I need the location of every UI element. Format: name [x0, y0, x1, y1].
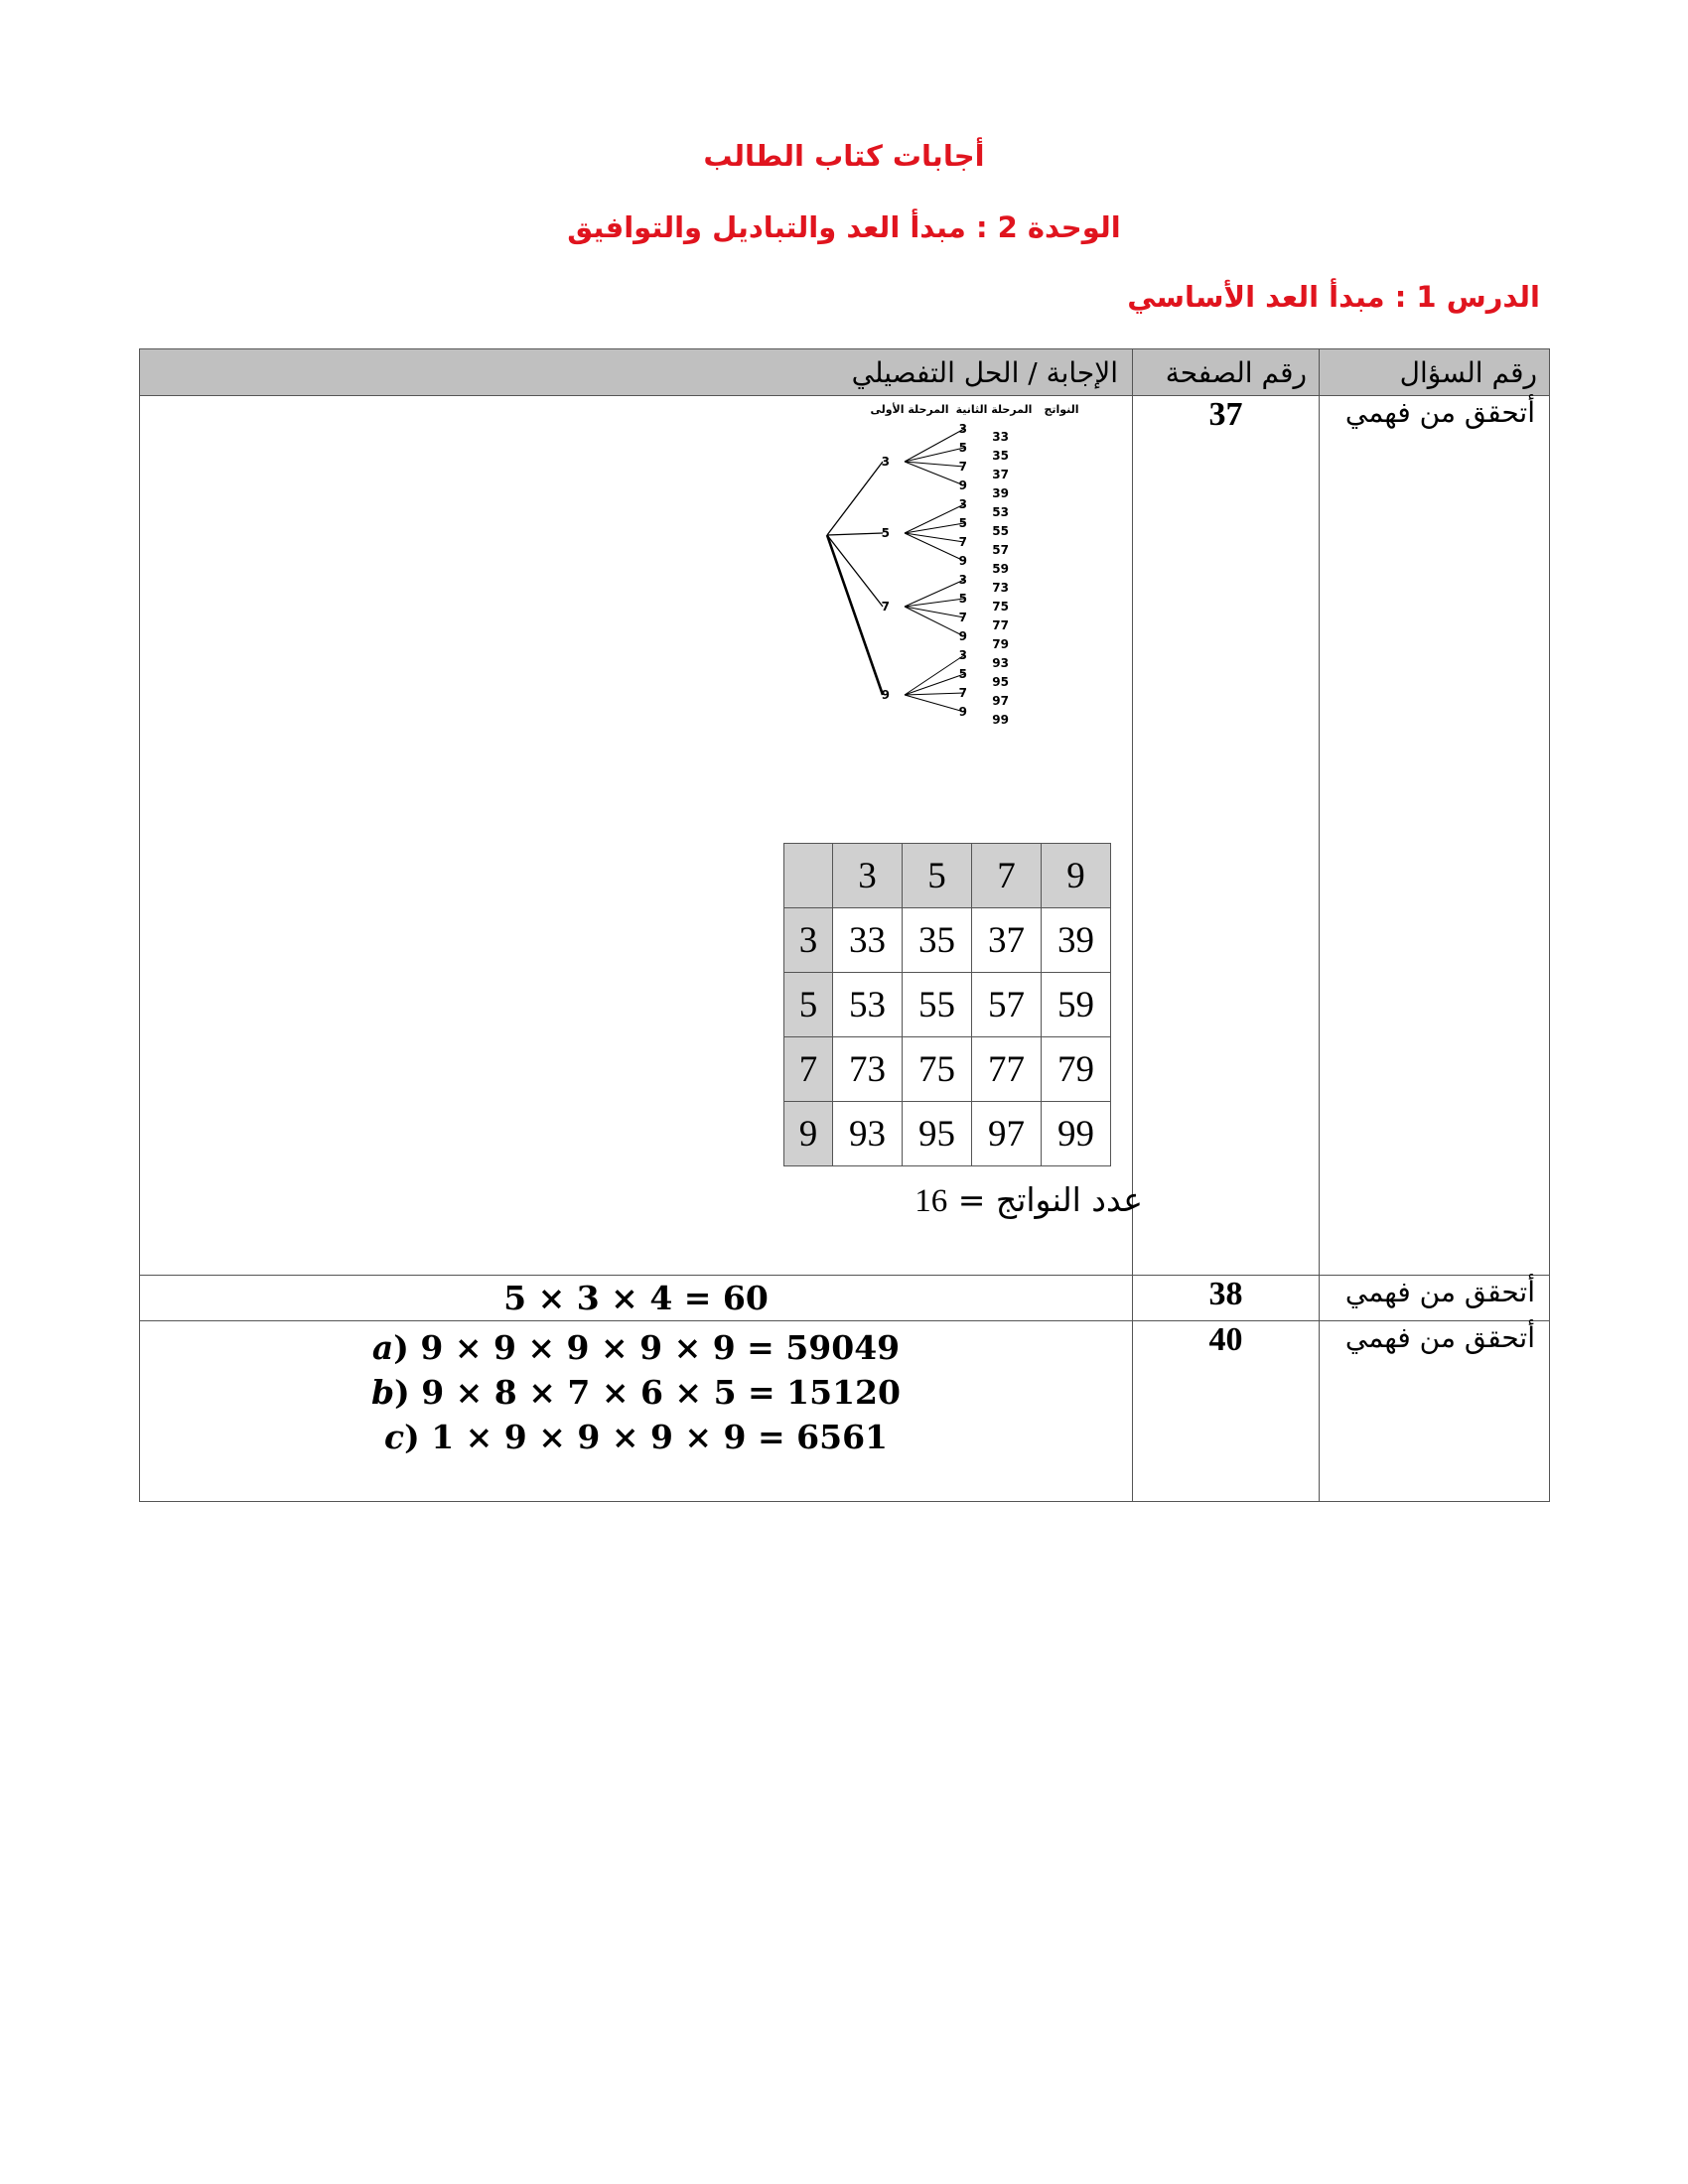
- tree-stage1-label: 9: [881, 688, 890, 702]
- tree-stage2-label: 3: [958, 573, 967, 587]
- tree-outcome-label: 93: [992, 656, 1009, 670]
- grid-header-row: [784, 844, 1111, 908]
- tree-branch: [827, 535, 883, 607]
- tree-branch: [905, 607, 964, 617]
- tree-stage1-label: 3: [881, 455, 890, 469]
- lesson-title: الدرس 1 : مبدأ العد الأساسي: [1127, 280, 1540, 314]
- grid-row: [784, 973, 1111, 1037]
- grid-cell: 99: [1042, 1102, 1111, 1166]
- tree-outcome-label: 95: [992, 675, 1009, 689]
- tree-stage2-label: 5: [958, 592, 967, 606]
- grid-cell: 97: [972, 1102, 1042, 1166]
- question-cell: أتحقق من فهمي: [1320, 396, 1550, 1276]
- tree-stage2-label: 5: [958, 516, 967, 530]
- grid-row: [784, 908, 1111, 973]
- grid-cell: 53: [833, 973, 903, 1037]
- tree-branch: [905, 693, 964, 695]
- tree-branch: [827, 462, 883, 535]
- tree-branch: [905, 429, 964, 462]
- grid-cell: 57: [972, 973, 1042, 1037]
- table-row: [140, 396, 1550, 1276]
- grid-cell: 73: [833, 1037, 903, 1102]
- tree-outcome-label: 73: [992, 581, 1009, 595]
- page-cell: 38: [1133, 1276, 1320, 1321]
- answer-line-a: a) 9 × 9 × 9 × 9 × 9 = 59049: [371, 1328, 901, 1367]
- tree-branch: [905, 462, 964, 467]
- tree-branch: [905, 674, 964, 695]
- tree-diagram: [825, 396, 1133, 744]
- unit-title: الوحدة 2 : مبدأ العد والتباديل والتوافيق: [567, 210, 1121, 244]
- grid-col-header: 5: [903, 844, 972, 908]
- tree-stage2-label: 7: [958, 611, 967, 624]
- grid-corner: [784, 844, 833, 908]
- grid-cell: 93: [833, 1102, 903, 1166]
- tree-outcome-label: 37: [992, 468, 1009, 481]
- table-header-row: [140, 349, 1550, 396]
- tree-branch: [905, 607, 964, 636]
- tree-branch: [905, 655, 964, 695]
- grid-row: [784, 1102, 1111, 1166]
- grid-col-header: 9: [1042, 844, 1111, 908]
- tree-stage2-label: 7: [958, 460, 967, 474]
- header-answer: الإجابة / الحل التفصيلي: [140, 349, 1133, 396]
- tree-stage2-label: 5: [958, 441, 967, 455]
- tree-outcome-label: 57: [992, 543, 1009, 557]
- tree-outcome-label: 75: [992, 600, 1009, 614]
- page-title: أجابات كتاب الطالب: [703, 139, 985, 173]
- tree-outcome-label: 79: [992, 637, 1009, 651]
- grid-col-header: 3: [833, 844, 903, 908]
- page-cell: 37: [1133, 396, 1320, 1276]
- answer-cell: [140, 396, 1143, 1276]
- tree-stage1-label: 5: [881, 526, 890, 540]
- tree-stage2-label: 5: [958, 667, 967, 681]
- header-question: رقم السؤال: [1320, 349, 1550, 396]
- grid-cell: 75: [903, 1037, 972, 1102]
- answer-line-c: c) 1 × 9 × 9 × 9 × 9 = 6561: [384, 1418, 888, 1456]
- grid-col-header: 7: [972, 844, 1042, 908]
- tree-branch: [905, 695, 964, 712]
- tree-stage2-label: 9: [958, 478, 967, 492]
- tree-stage1-label: 7: [881, 600, 890, 614]
- tree-outcome-label: 55: [992, 524, 1009, 538]
- tree-stage2-label: 9: [958, 705, 967, 719]
- tree-outcome-label: 99: [992, 713, 1009, 727]
- tree-branch: [905, 523, 964, 533]
- outcomes-count: [795, 1180, 1143, 1220]
- answer-content: [140, 396, 1143, 1270]
- tree-branch: [827, 533, 883, 535]
- grid-cell: 35: [903, 908, 972, 973]
- question-cell: أتحقق من فهمي: [1320, 1276, 1550, 1321]
- header-page: رقم الصفحة: [1133, 349, 1320, 396]
- tree-branch: [905, 462, 964, 485]
- answer-line-b: b) 9 × 8 × 7 × 6 × 5 = 15120: [371, 1373, 901, 1412]
- grid-row-header: 7: [784, 1037, 833, 1102]
- tree-stage2-label: 3: [958, 422, 967, 436]
- tree-stage2-label: 3: [958, 497, 967, 511]
- tree-branch: [827, 535, 883, 695]
- tree-header-stage2: المرحلة الثانية: [955, 403, 1033, 416]
- count-value: 16: [914, 1183, 948, 1219]
- table-row: [140, 1321, 1550, 1502]
- tree-stage2-label: 7: [958, 686, 967, 700]
- tree-outcome-label: 39: [992, 486, 1009, 500]
- tree-stage2-label: 9: [958, 554, 967, 568]
- outcomes-grid: [783, 843, 1111, 1166]
- grid-cell: 77: [972, 1037, 1042, 1102]
- tree-outcome-label: 97: [992, 694, 1009, 708]
- grid-row-header: 5: [784, 973, 833, 1037]
- grid-cell: 59: [1042, 973, 1111, 1037]
- count-label: عدد النواتج =: [957, 1180, 1143, 1219]
- tree-header-outcomes: النواتج: [1044, 403, 1079, 416]
- tree-outcome-label: 53: [992, 505, 1009, 519]
- tree-outcome-label: 59: [992, 562, 1009, 576]
- tree-branch: [905, 448, 964, 462]
- tree-stage2-label: 3: [958, 648, 967, 662]
- answer-cell: 5 × 3 × 4 = 60: [140, 1276, 1133, 1321]
- tree-outcome-label: 33: [992, 430, 1009, 444]
- question-cell: أتحقق من فهمي: [1320, 1321, 1550, 1502]
- tree-stage2-label: 7: [958, 535, 967, 549]
- tree-header-stage1: المرحلة الأولى: [870, 403, 949, 416]
- grid-row: [784, 1037, 1111, 1102]
- grid-cell: 55: [903, 973, 972, 1037]
- page-cell: 40: [1133, 1321, 1320, 1502]
- tree-branch: [905, 504, 964, 533]
- tree-outcome-label: 77: [992, 618, 1009, 632]
- answers-table: [139, 348, 1550, 1502]
- grid-cell: 39: [1042, 908, 1111, 973]
- tree-outcome-label: 35: [992, 449, 1009, 463]
- tree-stage2-label: 9: [958, 629, 967, 643]
- grid-row-header: 3: [784, 908, 833, 973]
- table-row: [140, 1276, 1550, 1321]
- grid-cell: 37: [972, 908, 1042, 973]
- grid-row-header: 9: [784, 1102, 833, 1166]
- grid-cell: 33: [833, 908, 903, 973]
- answer-cell: [140, 1321, 1133, 1502]
- grid-cell: 95: [903, 1102, 972, 1166]
- grid-cell: 79: [1042, 1037, 1111, 1102]
